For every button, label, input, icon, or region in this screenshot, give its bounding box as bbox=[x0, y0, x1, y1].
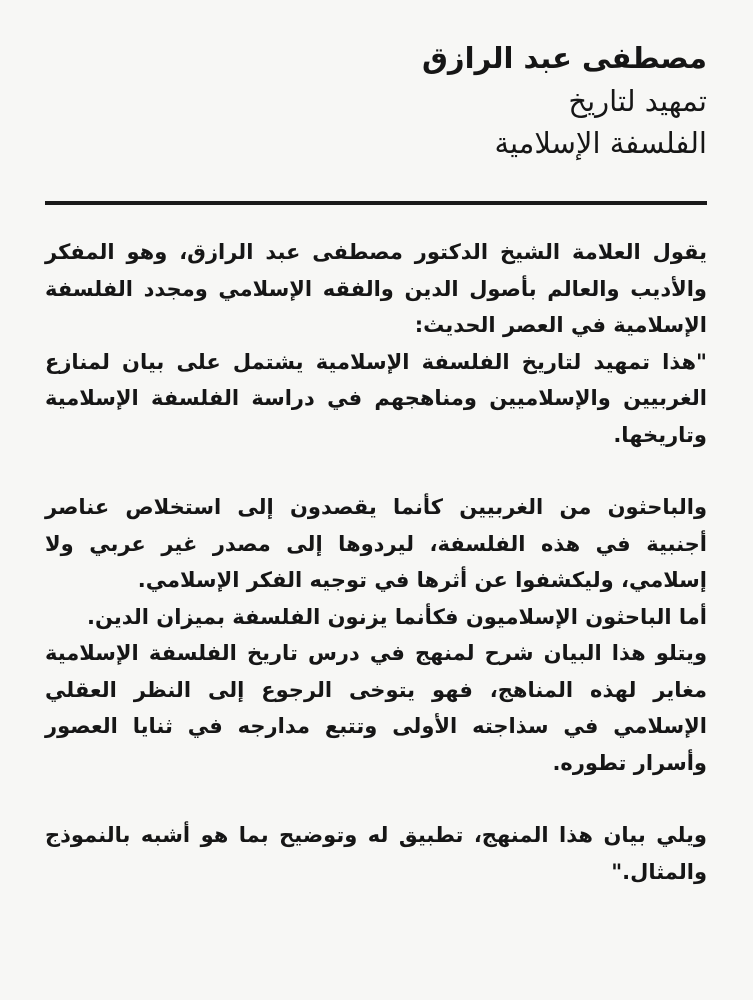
divider-rule bbox=[45, 201, 707, 205]
paragraph-gap bbox=[45, 781, 707, 817]
header bbox=[47, 36, 707, 164]
book-title-line-2: الفلسفة الإسلامية bbox=[494, 126, 707, 160]
paragraph-quote-start: "هذا تمهيد لتاريخ الفلسفة الإسلامية يشتمل على بيان لمنازع الغربيين والإسلاميين ومناهجهم في دراسة الفلسفة الإسلامية وتاريخها. bbox=[45, 349, 707, 447]
paragraph-application: ويلي بيان هذا المنهج، تطبيق له وتوضيح بما هو أشبه بالنموذج والمثال." bbox=[45, 823, 707, 884]
paragraph-western-researchers: والباحثون من الغربيين كأنما يقصدون إلى استخلاص عناصر أجنبية في هذه الفلسفة، ليردوها إلى مصدر غير عربي ولا إسلامي، وليكشفوا عن أثرها في توجيه الفكر الإسلامي. bbox=[45, 495, 707, 592]
description-body bbox=[45, 234, 707, 890]
paragraph-islamic-researchers: أما الباحثون الإسلاميون فكأنما يزنون الفلسفة بميزان الدين. bbox=[86, 604, 707, 629]
paragraph-gap bbox=[45, 453, 707, 489]
author-name: مصطفى عبد الرازق bbox=[421, 41, 707, 75]
paragraph-intro: يقول العلامة الشيخ الدكتور مصطفى عبد الرازق، وهو المفكر والأديب والعالم بأصول الدين والفقه الإسلامي ومجدد الفلسفة الإسلامية في العصر الحديث: bbox=[45, 240, 707, 337]
paragraph-method: ويتلو هذا البيان شرح لمنهج في درس تاريخ الفلسفة الإسلامية مغاير لهذه المناهج، فهو يتوخى الرجوع إلى النظر العقلي الإسلامي في سذاجته الأولى وتتبع مدارجه في ثنايا العصور وأسرار تطوره. bbox=[45, 641, 707, 775]
book-title-line-1: تمهيد لتاريخ bbox=[568, 84, 707, 118]
